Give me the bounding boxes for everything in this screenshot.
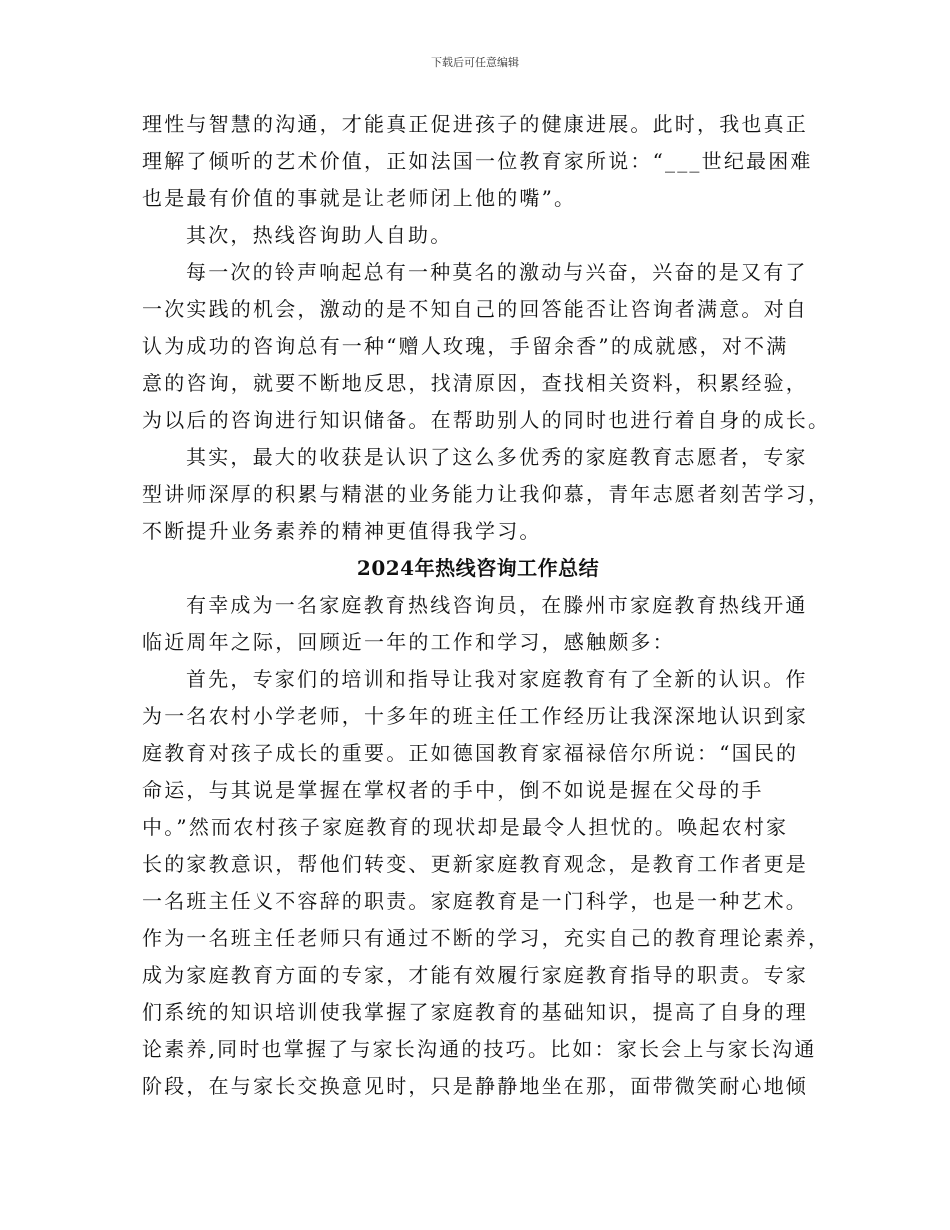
text-line: 论素养,同时也掌握了与家长沟通的技巧。比如：家长会上与家长沟通 [142, 1037, 817, 1061]
text-line: 认为成功的咨询总有一种“赠人玫瑰，手留余香”的成就感，对不满 [142, 334, 789, 358]
text-line: 型讲师深厚的积累与精湛的业务能力让我仰慕，青年志愿者刻苦学习， [142, 482, 831, 506]
text-line: 一名班主任义不容辞的职责。家庭教育是一门科学，也是一种艺术。 [142, 889, 808, 913]
text-line: 成为家庭教育方面的专家，才能有效履行家庭教育指导的职责。专家 [142, 963, 808, 987]
text-line: 理性与智慧的沟通，才能真正促进孩子的健康进展。此时，我也真正 [142, 112, 808, 136]
text-line: 其实，最大的收获是认识了这么多优秀的家庭教育志愿者，专家 [186, 445, 808, 469]
text-line: 不断提升业务素养的精神更值得我学习。 [142, 519, 542, 543]
section-title: 2024年热线咨询工作总结 [356, 556, 600, 580]
text-line: 临近周年之际，回顾近一年的工作和学习，感触颇多： [142, 630, 675, 654]
page-header: 下载后可任意编辑 [431, 56, 519, 69]
text-line: 长的家教意识，帮他们转变、更新家庭教育观念，是教育工作者更是 [142, 852, 808, 876]
text-line: 作为一名班主任老师只有通过不断的学习，充实自己的教育理论素养， [142, 926, 831, 950]
document-body [142, 106, 831, 1105]
text-line: 首先，专家们的培训和指导让我对家庭教育有了全新的认识。作 [186, 667, 808, 691]
text-line: 意的咨询，就要不断地反思，找清原因，查找相关资料，积累经验， [142, 371, 808, 395]
text-line: 为一名农村小学老师，十多年的班主任工作经历让我深深地认识到家 [142, 704, 808, 728]
text-line: 为以后的咨询进行知识储备。在帮助别人的同时也进行着自身的成长。 [142, 408, 831, 432]
text-line: 一次实践的机会，激动的是不知自己的回答能否让咨询者满意。对自 [142, 297, 808, 321]
text-line: 有幸成为一名家庭教育热线咨询员，在滕州市家庭教育热线开通 [186, 593, 808, 617]
text-line: 阶段，在与家长交换意见时，只是静静地坐在那，面带微笑耐心地倾 [142, 1074, 808, 1098]
text-line: 也是最有价值的事就是让老师闭上他的嘴”。 [142, 186, 577, 210]
text-line: 们系统的知识培训使我掌握了家庭教育的基础知识，提高了自身的理 [142, 1000, 808, 1024]
text-line: 庭教育对孩子成长的重要。正如德国教育家福禄倍尔所说：“国民的 [142, 741, 799, 765]
text-line: 理解了倾听的艺术价值，正如法国一位教育家所说：“___世纪最困难 [142, 149, 813, 173]
text-line: 中。”然而农村孩子家庭教育的现状却是最令人担忧的。唤起农村家 [142, 815, 789, 839]
text-line: 每一次的铃声响起总有一种莫名的激动与兴奋，兴奋的是又有了 [186, 260, 808, 284]
text-line: 命运，与其说是掌握在掌权者的手中，倒不如说是握在父母的手 [142, 778, 764, 802]
text-line: 其次，热线咨询助人自助。 [186, 223, 453, 247]
